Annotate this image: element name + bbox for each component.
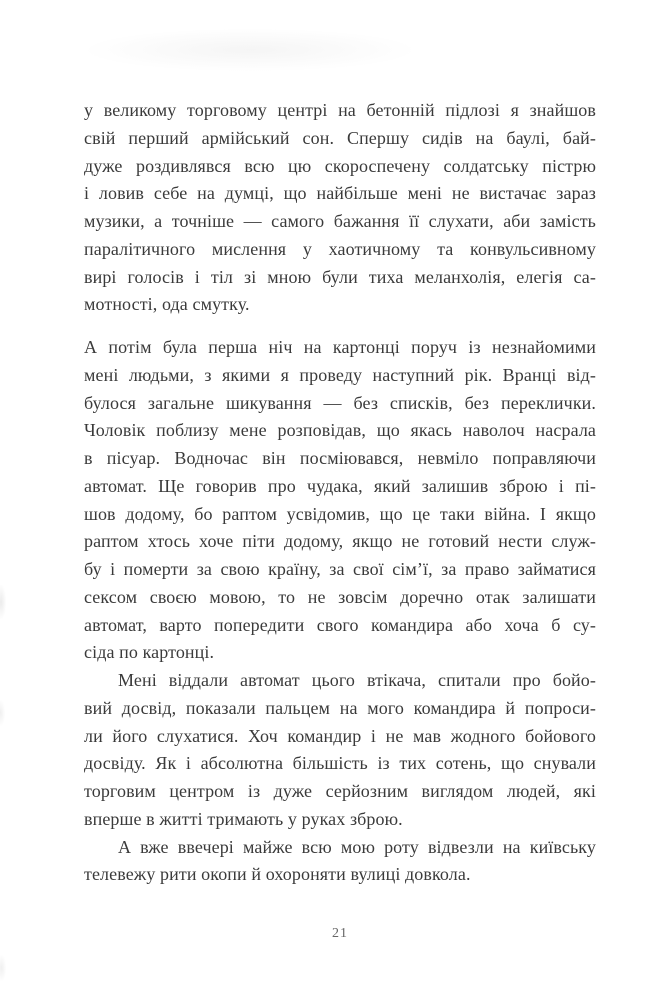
text-line: вирі голосів і тіл зі мною були тиха меланхолія, елегія са- <box>84 266 596 287</box>
text-line: дуже роздивлявся всю цю скороспечену солдатську пістрю <box>84 155 596 176</box>
text-line: сексом своєю мовою, то не зовсім доречно отак залишати <box>84 586 596 607</box>
text-line: досвіду. Як і абсолютна більшість із тих сотень, що снували <box>84 753 596 774</box>
text-line: вперше в житті тримають у руках зброю. <box>84 808 403 829</box>
page-number: 21 <box>332 926 348 941</box>
text-line: свій перший армійський сон. Спершу сидів на баулі, бай- <box>84 127 596 148</box>
text-line: шов додому, бо раптом усвідомив, що це таки війна. І якщо <box>84 503 596 524</box>
text-line: автомат, варто попередити свого командира або хоча б су- <box>84 614 596 635</box>
scan-artifact <box>0 955 6 981</box>
text-line: автомат. Ще говорив про чудака, який залишив зброю і пі- <box>84 475 596 496</box>
scan-artifact <box>80 28 420 72</box>
text-line: торговим центром із дуже серйозним виглядом людей, які <box>84 781 596 801</box>
scan-artifact <box>0 700 5 726</box>
paragraph <box>84 834 596 890</box>
text-line: у великому торговому центрі на бетонній підлозі я знайшов <box>84 100 596 120</box>
text-line: раптом хтось хоче піти додому, якщо не готовий нести служ- <box>84 531 596 552</box>
text-line: паралітичного мислення у хаотичному та конвульсивному <box>84 238 596 259</box>
text-line: сіда по картонці. <box>84 642 215 663</box>
scan-artifact <box>0 585 6 619</box>
text-line: Чоловік поблизу мене розповідав, що якась наволоч насрала <box>84 420 596 441</box>
text-line: в пісуар. Водночас він посміювався, невміло поправляючи <box>84 448 596 468</box>
paragraph <box>84 667 596 834</box>
text-line: мотності, ода смутку. <box>84 294 250 315</box>
text-line: А вже ввечері майже всю мою роту відвезли на київську <box>118 836 596 857</box>
text-line: мені людьми, з якими я проведу наступний рік. Вранці від- <box>84 364 596 385</box>
text-line: булося загальне шикування — без списків, без переклички. <box>84 392 596 413</box>
text-line: і ловив себе на думці, що найбільше мені не вистачає зараз <box>84 183 596 204</box>
text-line: телевежу рити окопи й охороняти вулиці довкола. <box>84 864 471 885</box>
paragraph <box>84 97 596 319</box>
text-line: ли його слухатися. Хоч командир і не мав жодного бойового <box>84 725 596 746</box>
text-line: А потім була перша ніч на картонці поруч із незнайомими <box>84 337 596 357</box>
paragraph <box>84 334 596 667</box>
text-line: Мені віддали автомат цього втікача, спитали про бойо- <box>118 670 596 690</box>
text-line: музики, а точніше — самого бажання її слухати, аби замість <box>84 211 596 231</box>
text-line: бу і померти за свою країну, за свої сім’ї, за право займатися <box>84 559 596 579</box>
text-line: вий досвід, показали пальцем на мого командира й попроси- <box>84 697 596 718</box>
page-text <box>84 97 596 889</box>
